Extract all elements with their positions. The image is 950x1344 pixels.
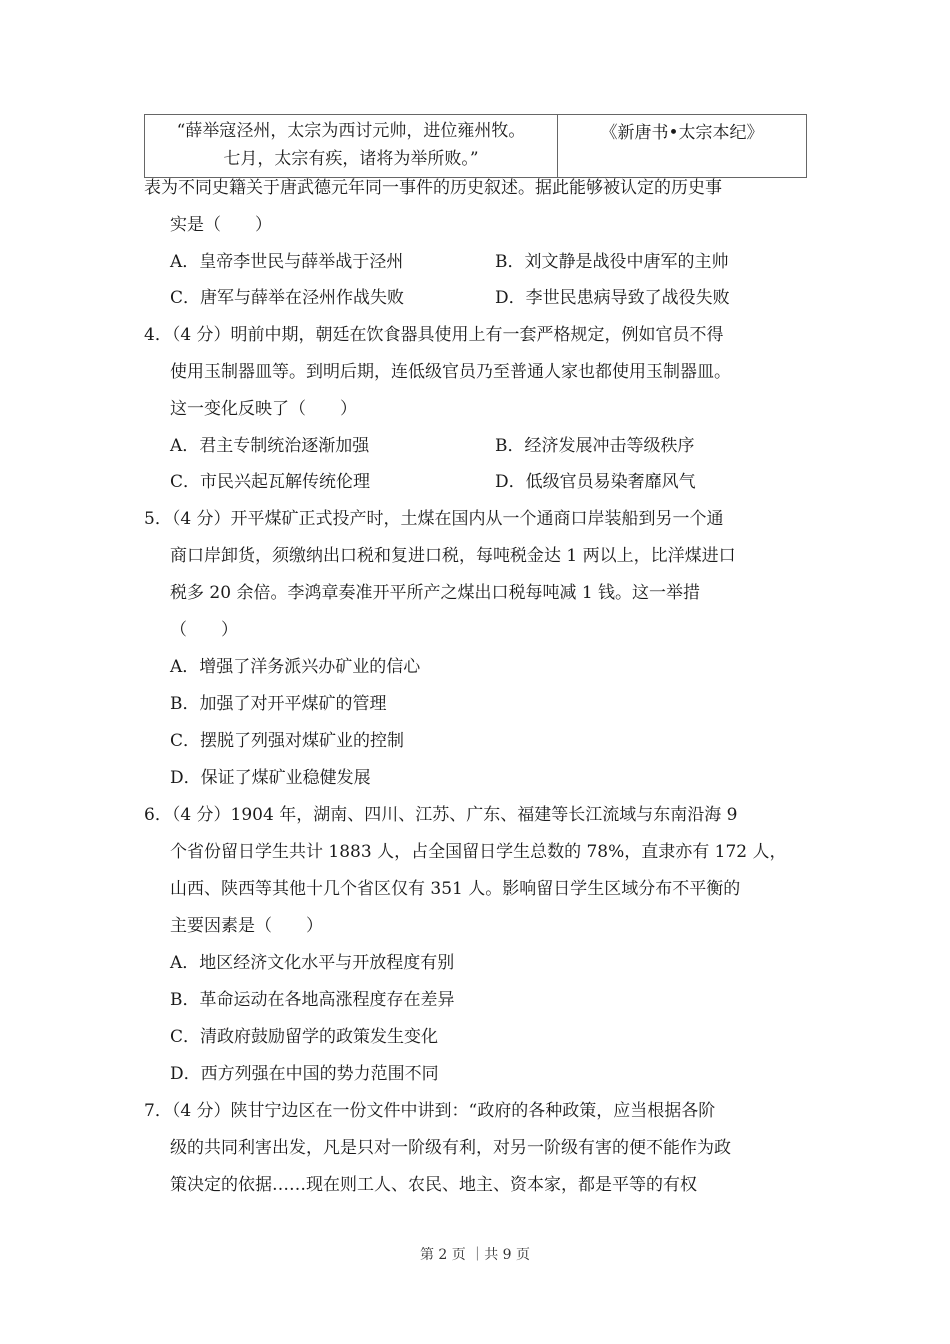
- q5-option-a[interactable]: A．增强了洋务派兴办矿业的信心: [170, 657, 421, 677]
- quote-line: “薛举寇泾州，太宗为西讨元帅，进位雍州牧。: [176, 121, 526, 141]
- q3-stem-line: 表为不同史籍关于唐武德元年同一事件的历史叙述。据此能够被认定的历史事: [144, 178, 722, 198]
- q5-stem-line: 5．（4 分）开平煤矿正式投产时，土煤在国内从一个通商口岸装船到另一个通: [144, 509, 724, 529]
- q7-stem-line: 级的共同利害出发，凡是只对一阶级有利，对另一阶级有害的便不能作为政: [170, 1138, 731, 1158]
- page-footer: 第 2 页 ｜共 9 页: [419, 1247, 531, 1263]
- q4-option-c[interactable]: C．市民兴起瓦解传统伦理: [170, 472, 371, 492]
- q3-stem-line: 实是（ ）: [170, 215, 272, 235]
- q5-stem-line: （ ）: [170, 620, 238, 640]
- table-row: [145, 115, 807, 178]
- q4-stem-line: 使用玉制器皿等。到明后期，连低级官员乃至普通人家也都使用玉制器皿。: [170, 362, 731, 382]
- quote-cell: [145, 115, 558, 178]
- q6-stem-line: 个省份留日学生共计 1883 人，占全国留日学生总数的 78%，直隶亦有 172 人，: [170, 842, 787, 862]
- q6-option-d[interactable]: D．西方列强在中国的势力范围不同: [170, 1064, 439, 1084]
- q5-option-d[interactable]: D．保证了煤矿业稳健发展: [170, 768, 371, 788]
- q5-option-b[interactable]: B．加强了对开平煤矿的管理: [170, 694, 387, 714]
- q5-stem-line: 商口岸卸货，须缴纳出口税和复进口税，每吨税金达 1 两以上，比洋煤进口: [170, 546, 736, 566]
- q5-option-c[interactable]: C．摆脱了列强对煤矿业的控制: [170, 731, 405, 751]
- q3-option-d[interactable]: D．李世民患病导致了战役失败: [495, 288, 730, 308]
- q4-option-d[interactable]: D．低级官员易染奢靡风气: [495, 472, 696, 492]
- source-cell: 《新唐书•太宗本纪》: [558, 115, 807, 178]
- q3-option-b[interactable]: B．刘文静是战役中唐军的主帅: [495, 252, 729, 272]
- q4-option-a[interactable]: A．君主专制统治逐渐加强: [170, 436, 370, 456]
- q6-stem-line: 主要因素是（ ）: [170, 916, 323, 936]
- q7-stem-line: 策决定的依据……现在则工人、农民、地主、资本家，都是平等的有权: [170, 1175, 697, 1195]
- q7-stem-line: 7．（4 分）陕甘宁边区在一份文件中讲到：“政府的各种政策，应当根据各阶: [144, 1101, 716, 1121]
- source-comparison-table: [144, 114, 807, 178]
- q5-stem-line: 税多 20 余倍。李鸿章奏准开平所产之煤出口税每吨减 1 钱。这一举措: [170, 583, 701, 603]
- q6-stem-line: 6．（4 分）1904 年，湖南、四川、江苏、广东、福建等长江流域与东南沿海 9: [144, 805, 738, 825]
- q4-stem-line: 这一变化反映了（ ）: [170, 399, 357, 419]
- quote-line: 七月，太宗有疾，诸将为举所败。”: [223, 149, 479, 169]
- q6-option-b[interactable]: B．革命运动在各地高涨程度存在差异: [170, 990, 455, 1010]
- q4-option-b[interactable]: B．经济发展冲击等级秩序: [495, 436, 695, 456]
- q3-option-c[interactable]: C．唐军与薛举在泾州作战失败: [170, 288, 405, 308]
- q4-stem-line: 4．（4 分）明前中期，朝廷在饮食器具使用上有一套严格规定，例如官员不得: [144, 325, 724, 345]
- q6-option-a[interactable]: A．地区经济文化水平与开放程度有别: [170, 953, 455, 973]
- q6-option-c[interactable]: C．清政府鼓励留学的政策发生变化: [170, 1027, 439, 1047]
- q3-option-a[interactable]: A．皇帝李世民与薛举战于泾州: [170, 252, 404, 272]
- q6-stem-line: 山西、陕西等其他十几个省区仅有 351 人。影响留日学生区域分布不平衡的: [170, 879, 741, 899]
